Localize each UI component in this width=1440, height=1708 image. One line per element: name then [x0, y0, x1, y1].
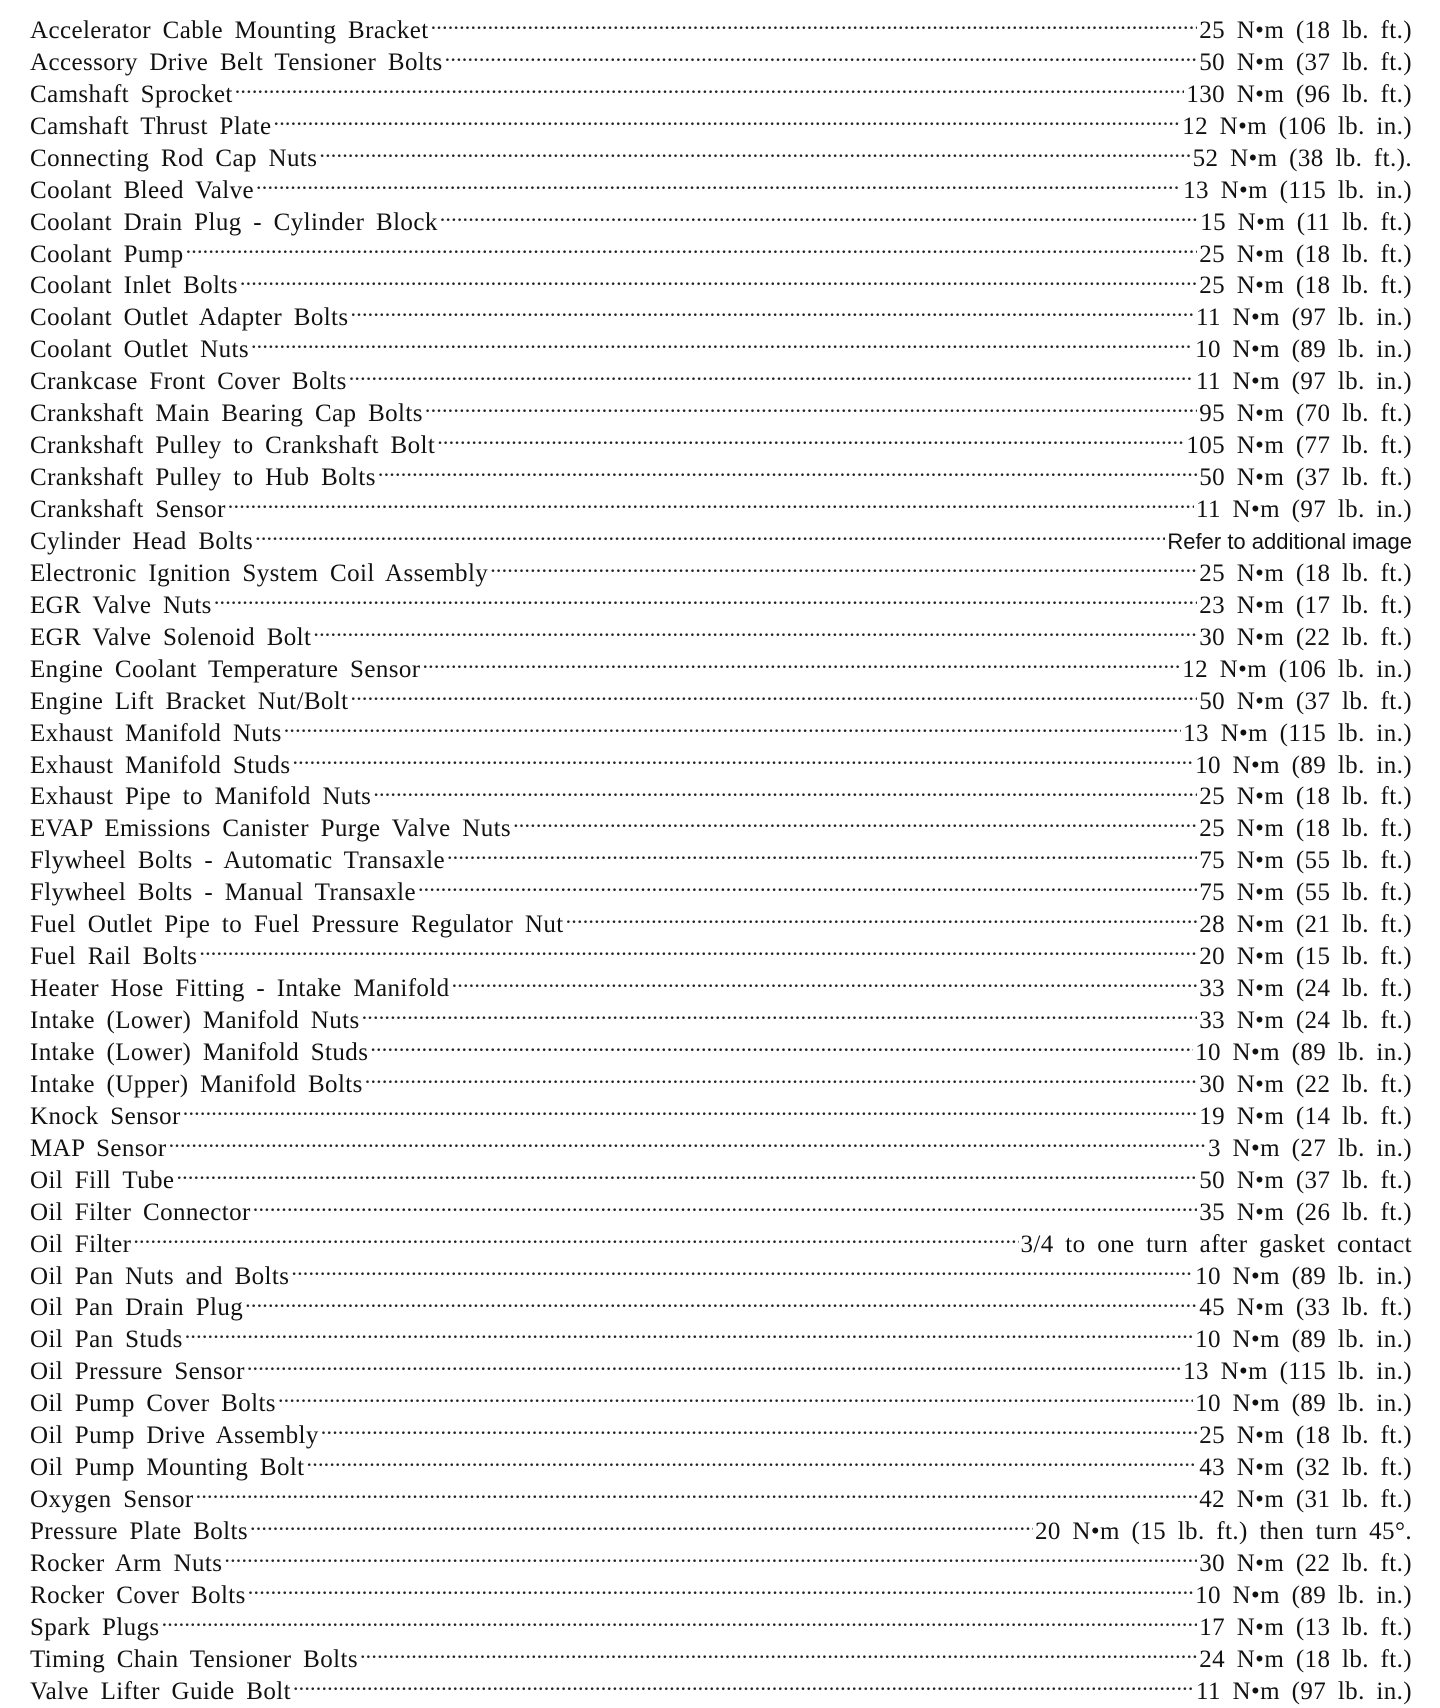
torque-value: 12 N•m (106 lb. in.)	[1182, 112, 1412, 140]
torque-value: 25 N•m (18 lb. ft.)	[1199, 815, 1412, 843]
torque-value: 30 N•m (22 lb. ft.)	[1199, 1549, 1412, 1577]
torque-value: 13 N•m (115 lb. in.)	[1183, 719, 1412, 747]
fastener-name: Rocker Arm Nuts	[30, 1549, 223, 1577]
fastener-name: Oil Filter	[30, 1230, 132, 1258]
fastener-name: EGR Valve Nuts	[30, 591, 212, 619]
torque-value: 50 N•m (37 lb. ft.)	[1199, 1166, 1412, 1194]
dot-leader	[425, 389, 1197, 421]
torque-value: 15 N•m (11 lb. ft.)	[1200, 208, 1412, 236]
fastener-name: Spark Plugs	[30, 1613, 160, 1641]
dot-leader	[370, 1028, 1193, 1060]
fastener-name: Engine Coolant Temperature Sensor	[30, 655, 421, 683]
fastener-name: Oil Pressure Sensor	[30, 1358, 245, 1386]
fastener-name: Coolant Pump	[30, 240, 184, 268]
fastener-name: Knock Sensor	[30, 1102, 181, 1130]
dot-leader	[437, 421, 1184, 453]
fastener-name: Crankshaft Pulley to Crankshaft Bolt	[30, 432, 436, 460]
torque-value: 33 N•m (24 lb. ft.)	[1199, 975, 1412, 1003]
dot-leader	[513, 804, 1197, 836]
torque-value: 25 N•m (18 lb. ft.)	[1199, 559, 1412, 587]
dot-leader	[199, 932, 1197, 964]
torque-value: 30 N•m (22 lb. ft.)	[1199, 623, 1412, 651]
dot-leader	[351, 677, 1198, 709]
fastener-name: EGR Valve Solenoid Bolt	[30, 623, 312, 651]
fastener-name: Fuel Rail Bolts	[30, 943, 198, 971]
fastener-name: Oil Pump Drive Assembly	[30, 1422, 319, 1450]
dot-leader	[169, 1124, 1206, 1156]
torque-value: 25 N•m (18 lb. ft.)	[1199, 16, 1412, 44]
dot-leader	[235, 70, 1185, 102]
fastener-name: Accessory Drive Belt Tensioner Bolts	[30, 48, 443, 76]
fastener-name: Engine Lift Bracket Nut/Bolt	[30, 687, 349, 715]
fastener-name: Timing Chain Tensioner Bolts	[30, 1645, 358, 1673]
torque-value: 11 N•m (97 lb. in.)	[1196, 1677, 1412, 1705]
torque-value: 42 N•m (31 lb. ft.)	[1199, 1486, 1412, 1514]
torque-value: 33 N•m (24 lb. ft.)	[1199, 1007, 1412, 1034]
fastener-name: Coolant Outlet Adapter Bolts	[30, 304, 349, 332]
torque-value: 43 N•m (32 lb. ft.)	[1199, 1454, 1412, 1482]
fastener-name: Coolant Drain Plug - Cylinder Block	[30, 208, 438, 236]
dot-leader	[284, 709, 1181, 741]
fastener-name: Exhaust Pipe to Manifold Nuts	[30, 783, 372, 811]
dot-leader	[360, 1635, 1197, 1667]
dot-leader	[133, 1220, 1018, 1252]
fastener-name: Crankshaft Pulley to Hub Bolts	[30, 464, 376, 492]
torque-value: 50 N•m (37 lb. ft.)	[1199, 48, 1412, 76]
spec-row	[30, 6, 1412, 44]
dot-leader	[162, 1603, 1198, 1635]
torque-value: 10 N•m (89 lb. in.)	[1195, 1262, 1412, 1290]
torque-value: 30 N•m (22 lb. ft.)	[1199, 1070, 1412, 1098]
dot-leader	[313, 613, 1197, 645]
dot-leader	[373, 773, 1197, 805]
fastener-name: Heater Hose Fitting - Intake Manifold	[30, 975, 450, 1003]
torque-value: 75 N•m (55 lb. ft.)	[1199, 847, 1412, 875]
dot-leader	[293, 1667, 1194, 1699]
dot-leader	[255, 517, 1165, 549]
dot-leader	[253, 1188, 1198, 1220]
fastener-name: Crankcase Front Cover Bolts	[30, 368, 347, 396]
dot-leader	[321, 1411, 1197, 1443]
dot-leader	[351, 293, 1194, 325]
torque-value: 25 N•m (18 lb. ft.)	[1199, 272, 1412, 300]
torque-value: 105 N•m (77 lb. ft.)	[1186, 432, 1412, 460]
fastener-name: Camshaft Thrust Plate	[30, 112, 272, 140]
dot-leader	[349, 357, 1194, 389]
dot-leader	[307, 1443, 1198, 1475]
dot-leader	[362, 996, 1198, 1028]
fastener-name: Crankshaft Sensor	[30, 496, 226, 523]
dot-leader	[440, 198, 1198, 230]
torque-value: 10 N•m (89 lb. in.)	[1195, 1581, 1412, 1609]
dot-leader	[245, 1284, 1197, 1316]
dot-leader	[250, 1507, 1033, 1539]
fastener-name: Coolant Bleed Valve	[30, 176, 255, 204]
dot-leader	[447, 836, 1197, 868]
dot-leader	[176, 1156, 1197, 1188]
fastener-name: Flywheel Bolts - Automatic Transaxle	[30, 847, 445, 875]
torque-value: 13 N•m (115 lb. in.)	[1183, 176, 1412, 204]
torque-value: 25 N•m (18 lb. ft.)	[1199, 240, 1412, 268]
torque-value: 11 N•m (97 lb. in.)	[1196, 496, 1412, 523]
spec-row	[30, 1124, 1412, 1162]
dot-leader	[186, 230, 1198, 262]
spec-row	[30, 1156, 1412, 1194]
torque-value: 95 N•m (70 lb. ft.)	[1199, 400, 1412, 428]
dot-leader	[248, 1571, 1193, 1603]
fastener-name: Oil Pump Cover Bolts	[30, 1390, 276, 1418]
fastener-name: Pressure Plate Bolts	[30, 1518, 248, 1545]
torque-value: 20 N•m (15 lb. ft.) then turn 45°.	[1034, 1518, 1412, 1545]
dot-leader	[319, 134, 1190, 166]
torque-value: 35 N•m (26 lb. ft.)	[1199, 1198, 1412, 1226]
fastener-name: Coolant Outlet Nuts	[30, 336, 249, 364]
fastener-name: Intake (Lower) Manifold Nuts	[30, 1007, 360, 1034]
torque-value: 25 N•m (18 lb. ft.)	[1199, 783, 1412, 811]
fastener-name: MAP Sensor	[30, 1134, 167, 1162]
fastener-name: Exhaust Manifold Nuts	[30, 719, 282, 747]
dot-leader	[291, 1252, 1193, 1284]
fastener-name: Oxygen Sensor	[30, 1486, 194, 1514]
dot-leader	[256, 166, 1181, 198]
fastener-name: Connecting Rod Cap Nuts	[30, 144, 318, 172]
dot-leader	[278, 1379, 1193, 1411]
dot-leader	[185, 1315, 1193, 1347]
fastener-name: Intake (Upper) Manifold Bolts	[30, 1070, 363, 1098]
torque-value: 50 N•m (37 lb. ft.)	[1199, 464, 1412, 492]
torque-value: 3 N•m (27 lb. in.)	[1208, 1134, 1412, 1162]
torque-value: 23 N•m (17 lb. ft.)	[1199, 591, 1412, 619]
torque-value: 20 N•m (15 lb. ft.)	[1199, 943, 1412, 971]
torque-spec-list	[30, 6, 1412, 1705]
fastener-name: Camshaft Sprocket	[30, 80, 233, 108]
dot-leader	[418, 868, 1197, 900]
fastener-name: Oil Filter Connector	[30, 1198, 251, 1226]
torque-value: 10 N•m (89 lb. in.)	[1195, 1390, 1412, 1418]
torque-value: Refer to additional image	[1167, 528, 1412, 554]
fastener-name: Flywheel Bolts - Manual Transaxle	[30, 879, 416, 907]
dot-leader	[196, 1475, 1198, 1507]
dot-leader	[490, 549, 1197, 581]
fastener-name: Intake (Lower) Manifold Studs	[30, 1038, 369, 1066]
fastener-name: Oil Pan Studs	[30, 1326, 183, 1354]
dot-leader	[247, 1347, 1181, 1379]
torque-value: 10 N•m (89 lb. in.)	[1195, 336, 1412, 364]
fastener-name: Oil Fill Tube	[30, 1166, 175, 1194]
dot-leader	[452, 964, 1198, 996]
dot-leader	[274, 102, 1181, 134]
torque-value: 17 N•m (13 lb. ft.)	[1199, 1613, 1412, 1641]
dot-leader	[566, 900, 1198, 932]
dot-leader	[240, 262, 1197, 294]
fastener-name: Fuel Outlet Pipe to Fuel Pressure Regulator Nut	[30, 911, 564, 939]
torque-value: 19 N•m (14 lb. ft.)	[1199, 1102, 1412, 1130]
torque-value: 52 N•m (38 lb. ft.).	[1192, 144, 1412, 172]
fastener-name: Oil Pan Drain Plug	[30, 1294, 244, 1322]
torque-value: 10 N•m (89 lb. in.)	[1195, 1038, 1412, 1066]
dot-leader	[422, 645, 1180, 677]
torque-value: 10 N•m (89 lb. in.)	[1195, 1326, 1412, 1354]
torque-value: 28 N•m (21 lb. ft.)	[1199, 911, 1412, 939]
torque-value: 75 N•m (55 lb. ft.)	[1199, 879, 1412, 907]
fastener-name: Oil Pan Nuts and Bolts	[30, 1262, 290, 1290]
dot-leader	[365, 1060, 1197, 1092]
torque-value: 3/4 to one turn after gasket contact	[1020, 1230, 1412, 1258]
fastener-name: Coolant Inlet Bolts	[30, 272, 238, 300]
torque-value: 13 N•m (115 lb. in.)	[1183, 1358, 1412, 1386]
dot-leader	[431, 6, 1198, 38]
fastener-name: Exhaust Manifold Studs	[30, 751, 291, 779]
fastener-name: Rocker Cover Bolts	[30, 1581, 246, 1609]
dot-leader	[228, 485, 1194, 517]
fastener-name: Valve Lifter Guide Bolt	[30, 1677, 291, 1705]
torque-value: 11 N•m (97 lb. in.)	[1196, 304, 1412, 332]
torque-value: 10 N•m (89 lb. in.)	[1195, 751, 1412, 779]
fastener-name: Cylinder Head Bolts	[30, 527, 254, 555]
fastener-name: Crankshaft Main Bearing Cap Bolts	[30, 400, 423, 428]
dot-leader	[224, 1539, 1197, 1571]
dot-leader	[214, 581, 1197, 613]
fastener-name: Accelerator Cable Mounting Bracket	[30, 16, 429, 44]
fastener-name: Oil Pump Mounting Bolt	[30, 1454, 305, 1482]
torque-value: 12 N•m (106 lb. in.)	[1182, 655, 1412, 683]
dot-leader	[378, 453, 1197, 485]
fastener-name: Electronic Ignition System Coil Assembly	[30, 559, 489, 587]
torque-value: 11 N•m (97 lb. in.)	[1196, 368, 1412, 396]
dot-leader	[183, 1092, 1198, 1124]
torque-value: 25 N•m (18 lb. ft.)	[1199, 1422, 1412, 1450]
dot-leader	[445, 38, 1198, 70]
torque-value: 45 N•m (33 lb. ft.)	[1199, 1294, 1412, 1322]
dot-leader	[251, 325, 1193, 357]
fastener-name: EVAP Emissions Canister Purge Valve Nuts	[30, 815, 512, 843]
dot-leader	[292, 741, 1193, 773]
torque-value: 50 N•m (37 lb. ft.)	[1199, 687, 1412, 715]
torque-value: 130 N•m (96 lb. ft.)	[1186, 80, 1412, 108]
torque-value: 24 N•m (18 lb. ft.)	[1199, 1645, 1412, 1673]
